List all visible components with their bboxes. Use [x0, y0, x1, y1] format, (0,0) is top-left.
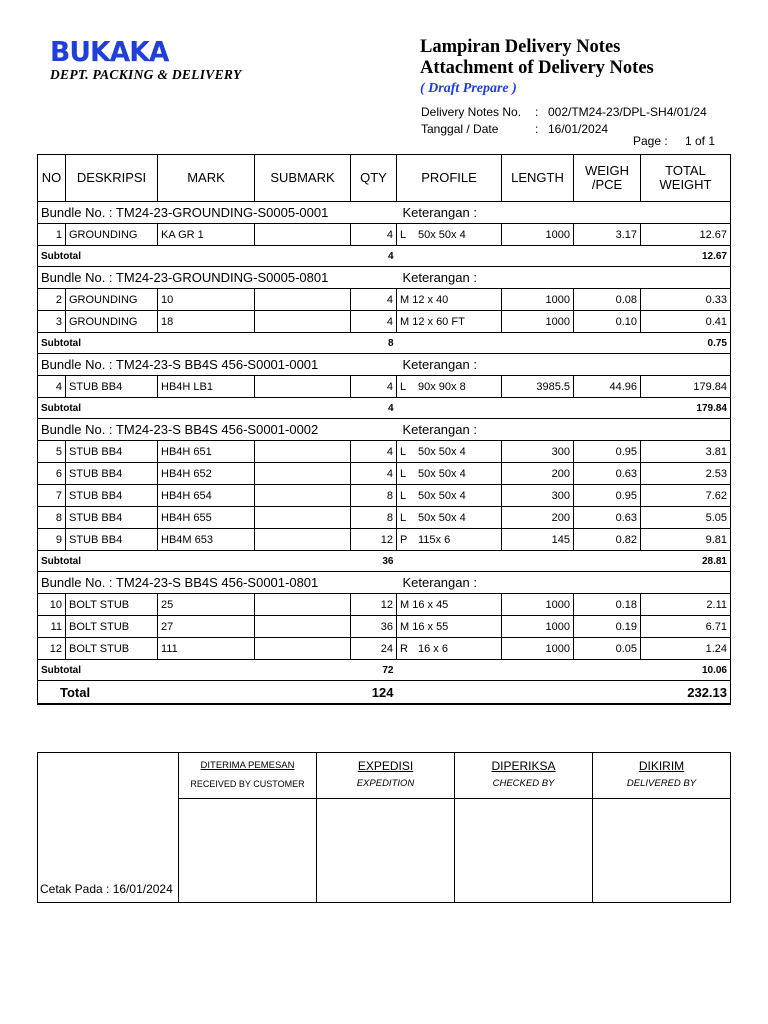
expedition-header: [317, 753, 455, 799]
total-label: Total: [38, 681, 158, 705]
bundle-number: Bundle No. : TM24-23-GROUNDING-S0005-0001: [38, 202, 397, 224]
item-description: STUB BB4: [66, 529, 158, 551]
item-no: 11: [38, 616, 66, 638]
item-total-weight: 2.53: [641, 463, 731, 485]
subtotal-row: [38, 398, 731, 419]
item-weight-per-pce: 3.17: [574, 224, 641, 246]
item-no: 7: [38, 485, 66, 507]
item-weight-per-pce: 0.19: [574, 616, 641, 638]
table-row: [38, 311, 731, 333]
item-mark: 10: [158, 289, 255, 311]
date-value: 16/01/2024: [548, 122, 609, 136]
subtotal-label: Subtotal: [38, 246, 158, 267]
item-mark: HB4H 651: [158, 441, 255, 463]
item-mark: 25: [158, 594, 255, 616]
subtotal-weight: 179.84: [641, 398, 731, 419]
table-cell: [255, 246, 351, 267]
item-submark: [255, 441, 351, 463]
item-qty: 4: [351, 289, 397, 311]
bundle-number: Bundle No. : TM24-23-S BB4S 456-S0001-0002: [38, 419, 397, 441]
subtotal-row: [38, 246, 731, 267]
item-no: 6: [38, 463, 66, 485]
delivered-by-header: [593, 753, 731, 799]
item-weight-per-pce: 0.08: [574, 289, 641, 311]
table-row: [38, 529, 731, 551]
table-cell: [574, 333, 641, 354]
item-length: 1000: [502, 289, 574, 311]
item-no: 3: [38, 311, 66, 333]
subtotal-qty: 8: [351, 333, 397, 354]
item-no: 10: [38, 594, 66, 616]
table-row: [38, 441, 731, 463]
table-cell: [574, 246, 641, 267]
item-profile: [397, 441, 502, 463]
total-weight: 232.13: [641, 681, 731, 705]
table-row: [38, 224, 731, 246]
item-profile: [397, 463, 502, 485]
item-weight-per-pce: 0.95: [574, 485, 641, 507]
table-row: [38, 594, 731, 616]
profile-size: 16 x 6: [418, 642, 448, 655]
item-description: STUB BB4: [66, 485, 158, 507]
item-submark: [255, 638, 351, 660]
table-cell: [397, 551, 502, 572]
item-weight-per-pce: 0.95: [574, 441, 641, 463]
item-qty: 4: [351, 224, 397, 246]
subtotal-label: Subtotal: [38, 551, 158, 572]
delivery-notes-label: Delivery Notes No.: [421, 105, 522, 119]
item-mark: 111: [158, 638, 255, 660]
profile-size: 50x 50x 4: [418, 489, 466, 502]
item-total-weight: 6.71: [641, 616, 731, 638]
item-no: 8: [38, 507, 66, 529]
table-row: [38, 376, 731, 398]
weigh-label: WEIGH: [584, 163, 630, 178]
profile-type: L: [400, 228, 407, 241]
col-header-weight-per-pce: [574, 155, 641, 202]
table-cell: [255, 660, 351, 681]
item-profile: [397, 224, 502, 246]
subtotal-row: [38, 660, 731, 681]
item-length: 1000: [502, 594, 574, 616]
table-cell: [502, 333, 574, 354]
item-qty: 12: [351, 529, 397, 551]
expedition-signature-box: [317, 799, 455, 903]
item-total-weight: 2.11: [641, 594, 731, 616]
item-mark: 18: [158, 311, 255, 333]
subtotal-label: Subtotal: [38, 398, 158, 419]
item-length: 300: [502, 485, 574, 507]
item-length: 200: [502, 463, 574, 485]
col-header-total-weight: [641, 155, 731, 202]
diperiksa-subtitle: CHECKED BY: [492, 778, 555, 789]
expedisi-title: EXPEDISI: [357, 759, 414, 773]
item-total-weight: 3.81: [641, 441, 731, 463]
item-weight-per-pce: 0.10: [574, 311, 641, 333]
keterangan-label: Keterangan :: [397, 419, 731, 441]
item-weight-per-pce: 0.63: [574, 463, 641, 485]
item-profile: [397, 376, 502, 398]
delivery-notes-number: 002/TM24-23/DPL-SH4/01/24: [548, 105, 707, 119]
table-row: [38, 485, 731, 507]
item-qty: 4: [351, 463, 397, 485]
subtotal-label: Subtotal: [38, 660, 158, 681]
bundle-header-row: [38, 202, 731, 224]
item-description: STUB BB4: [66, 463, 158, 485]
item-mark: HB4H LB1: [158, 376, 255, 398]
item-length: 1000: [502, 616, 574, 638]
page-number: 1 of 1: [685, 134, 716, 148]
table-row: [38, 638, 731, 660]
keterangan-label: Keterangan :: [397, 202, 731, 224]
item-qty: 24: [351, 638, 397, 660]
checked-signature-box: [455, 799, 593, 903]
item-mark: HB4M 653: [158, 529, 255, 551]
item-submark: [255, 485, 351, 507]
item-description: GROUNDING: [66, 289, 158, 311]
item-qty: 4: [351, 441, 397, 463]
item-length: 3985.5: [502, 376, 574, 398]
profile-type: M 16 x 55: [400, 620, 449, 633]
profile-type: L: [400, 511, 407, 524]
subtotal-qty: 4: [351, 246, 397, 267]
item-profile: [397, 616, 502, 638]
profile-size: 50x 50x 4: [418, 467, 466, 480]
item-no: 12: [38, 638, 66, 660]
grand-total-row: [38, 681, 731, 705]
item-weight-per-pce: 0.05: [574, 638, 641, 660]
table-cell: [158, 551, 255, 572]
item-description: BOLT STUB: [66, 616, 158, 638]
item-total-weight: 179.84: [641, 376, 731, 398]
company-logo: BUKAKA: [50, 35, 169, 68]
item-no: 5: [38, 441, 66, 463]
bundle-header-row: [38, 267, 731, 289]
item-profile: [397, 311, 502, 333]
item-description: GROUNDING: [66, 224, 158, 246]
item-qty: 4: [351, 311, 397, 333]
item-description: STUB BB4: [66, 376, 158, 398]
profile-size: 90x 90x 8: [418, 380, 466, 393]
delivery-notes-colon: :: [535, 105, 539, 119]
date-colon: :: [535, 122, 539, 136]
total-label: TOTAL: [665, 163, 706, 178]
keterangan-label: Keterangan :: [397, 267, 731, 289]
table-cell: [397, 246, 502, 267]
subtotal-row: [38, 333, 731, 354]
item-submark: [255, 289, 351, 311]
item-description: BOLT STUB: [66, 638, 158, 660]
weight-label: WEIGHT: [659, 177, 712, 192]
profile-type: R: [400, 642, 408, 655]
department-name: DEPT. PACKING & DELIVERY: [50, 67, 242, 82]
col-header-submark: SUBMARK: [255, 155, 351, 202]
item-mark: HB4H 654: [158, 485, 255, 507]
item-profile: [397, 638, 502, 660]
item-submark: [255, 463, 351, 485]
table-cell: [502, 246, 574, 267]
col-header-no: NO: [38, 155, 66, 202]
item-description: BOLT STUB: [66, 594, 158, 616]
bundle-number: Bundle No. : TM24-23-S BB4S 456-S0001-0001: [38, 354, 397, 376]
item-length: 200: [502, 507, 574, 529]
subtotal-weight: 12.67: [641, 246, 731, 267]
item-total-weight: 7.62: [641, 485, 731, 507]
received-signature-box: [179, 799, 317, 903]
table-cell: [158, 333, 255, 354]
item-qty: 8: [351, 485, 397, 507]
item-submark: [255, 529, 351, 551]
item-length: 300: [502, 441, 574, 463]
signature-table: [37, 752, 731, 903]
profile-type: L: [400, 467, 407, 480]
profile-type: P: [400, 533, 408, 546]
checked-by-header: [455, 753, 593, 799]
table-cell: [397, 660, 502, 681]
table-cell: [255, 333, 351, 354]
item-profile: [397, 289, 502, 311]
item-qty: 4: [351, 376, 397, 398]
pce-label: /PCE: [591, 177, 623, 192]
item-submark: [255, 224, 351, 246]
total-qty: 124: [351, 681, 397, 705]
item-description: STUB BB4: [66, 507, 158, 529]
item-total-weight: 1.24: [641, 638, 731, 660]
bundle-header-row: [38, 419, 731, 441]
subtotal-weight: 0.75: [641, 333, 731, 354]
item-length: 1000: [502, 224, 574, 246]
item-weight-per-pce: 44.96: [574, 376, 641, 398]
item-no: 2: [38, 289, 66, 311]
table-cell: [574, 398, 641, 419]
date-label: Tanggal / Date: [421, 122, 499, 136]
table-cell: [255, 551, 351, 572]
table-header-row: [38, 155, 731, 202]
profile-type: L: [400, 380, 407, 393]
table-row: [38, 616, 731, 638]
table-cell: [502, 660, 574, 681]
profile-type: L: [400, 445, 407, 458]
item-mark: HB4H 655: [158, 507, 255, 529]
bundle-number: Bundle No. : TM24-23-S BB4S 456-S0001-0801: [38, 572, 397, 594]
item-qty: 36: [351, 616, 397, 638]
subtotal-weight: 28.81: [641, 551, 731, 572]
item-profile: [397, 594, 502, 616]
profile-type: M 12 x 40: [400, 293, 449, 306]
item-profile: [397, 507, 502, 529]
subtotal-weight: 10.06: [641, 660, 731, 681]
table-cell: [158, 660, 255, 681]
keterangan-label: Keterangan :: [397, 572, 731, 594]
item-profile: [397, 485, 502, 507]
item-weight-per-pce: 0.63: [574, 507, 641, 529]
table-cell: [502, 551, 574, 572]
profile-type: L: [400, 489, 407, 502]
item-weight-per-pce: 0.18: [574, 594, 641, 616]
col-header-length: LENGTH: [502, 155, 574, 202]
subtotal-qty: 72: [351, 660, 397, 681]
table-cell: [397, 333, 502, 354]
subtotal-qty: 4: [351, 398, 397, 419]
table-cell: [255, 398, 351, 419]
item-description: STUB BB4: [66, 441, 158, 463]
expedisi-subtitle: EXPEDITION: [356, 778, 415, 789]
document-subtitle: Attachment of Delivery Notes: [420, 58, 654, 78]
item-mark: HB4H 652: [158, 463, 255, 485]
table-row: [38, 463, 731, 485]
profile-size: 115x 6: [418, 533, 451, 546]
received-subtitle: RECEIVED BY CUSTOMER: [190, 779, 305, 789]
bundle-number: Bundle No. : TM24-23-GROUNDING-S0005-0801: [38, 267, 397, 289]
item-no: 1: [38, 224, 66, 246]
item-description: GROUNDING: [66, 311, 158, 333]
table-cell: [502, 398, 574, 419]
received-by-customer-header: [179, 753, 317, 799]
table-cell: [397, 398, 502, 419]
item-total-weight: 0.41: [641, 311, 731, 333]
col-header-mark: MARK: [158, 155, 255, 202]
profile-size: 50x 50x 4: [418, 445, 466, 458]
page-label: Page :: [633, 134, 668, 148]
print-info-cell: [38, 753, 179, 903]
bundle-header-row: [38, 572, 731, 594]
item-profile: [397, 529, 502, 551]
subtotal-row: [38, 551, 731, 572]
dikirim-title: DIKIRIM: [638, 759, 685, 773]
bundle-header-row: [38, 354, 731, 376]
draft-status: ( Draft Prepare ): [420, 81, 517, 96]
table-row: [38, 507, 731, 529]
item-total-weight: 9.81: [641, 529, 731, 551]
diperiksa-title: DIPERIKSA: [491, 759, 556, 773]
col-header-qty: QTY: [351, 155, 397, 202]
col-header-profile: PROFILE: [397, 155, 502, 202]
table-cell: [574, 551, 641, 572]
item-submark: [255, 311, 351, 333]
item-total-weight: 5.05: [641, 507, 731, 529]
item-submark: [255, 376, 351, 398]
item-mark: 27: [158, 616, 255, 638]
keterangan-label: Keterangan :: [397, 354, 731, 376]
received-title: DITERIMA PEMESAN: [200, 760, 295, 771]
item-length: 1000: [502, 311, 574, 333]
item-total-weight: 12.67: [641, 224, 731, 246]
item-weight-per-pce: 0.82: [574, 529, 641, 551]
table-cell: [158, 398, 255, 419]
item-submark: [255, 616, 351, 638]
table-row: [38, 289, 731, 311]
col-header-description: DESKRIPSI: [66, 155, 158, 202]
item-qty: 12: [351, 594, 397, 616]
document-title: Lampiran Delivery Notes: [420, 37, 621, 57]
item-submark: [255, 507, 351, 529]
item-length: 145: [502, 529, 574, 551]
profile-size: 50x 50x 4: [418, 511, 466, 524]
profile-size: 50x 50x 4: [418, 228, 466, 241]
item-submark: [255, 594, 351, 616]
profile-type: M 12 x 60 FT: [400, 315, 465, 328]
table-cell: [574, 660, 641, 681]
subtotal-label: Subtotal: [38, 333, 158, 354]
item-qty: 8: [351, 507, 397, 529]
item-total-weight: 0.33: [641, 289, 731, 311]
item-no: 9: [38, 529, 66, 551]
dikirim-subtitle: DELIVERED BY: [626, 778, 697, 789]
delivery-items-table: [37, 154, 731, 705]
item-no: 4: [38, 376, 66, 398]
profile-type: M 16 x 45: [400, 598, 449, 611]
table-cell: [158, 246, 255, 267]
item-length: 1000: [502, 638, 574, 660]
subtotal-qty: 36: [351, 551, 397, 572]
print-date: Cetak Pada : 16/01/2024: [40, 882, 173, 896]
delivered-signature-box: [593, 799, 731, 903]
item-mark: KA GR 1: [158, 224, 255, 246]
